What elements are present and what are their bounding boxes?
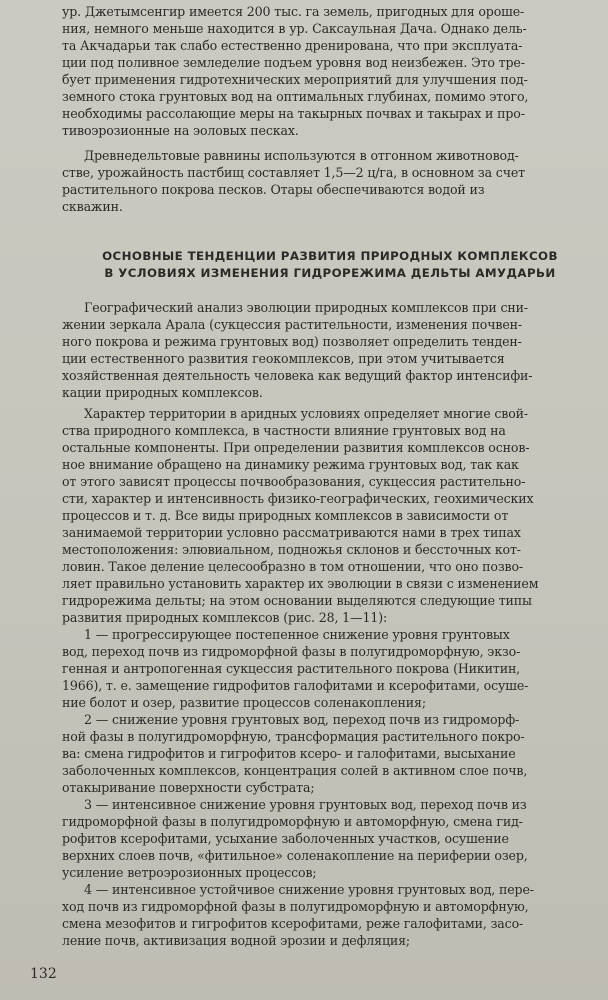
text-line: хозяйственная деятельность человека как ведущий фактор интенсифи- [62,368,533,383]
text-line: растительного покрова песков. Отары обеспечиваются водой из [62,182,485,197]
text-line: заболоченных комплексов, концентрация солей в активном слое почв, [62,763,528,778]
text-line: вод, переход почв из гидроморфной фазы в полугидроморфную, экзо- [62,644,521,659]
text-line: ной фазы в полугидроморфную, трансформация растительного покро- [62,729,525,744]
text-line: процессов и т. д. Все виды природных комплексов в зависимости от [62,508,509,523]
text-line: ции под поливное земледелие подъем уровня вод неизбежен. Это тре- [62,55,525,70]
text-line: гидрорежима дельты; на этом основании выделяются следующие типы [62,593,532,608]
text-line: гидроморфной фазы в полугидроморфную и автоморфную, смена гид- [62,814,523,829]
text-line: 3 — интенсивное снижение уровня грунтовых вод, переход почв из [84,797,527,812]
text-line: 2 — снижение уровня грунтовых вод, переход почв из гидроморф- [84,712,520,727]
section-heading: В УСЛОВИЯХ ИЗМЕНЕНИЯ ГИДРОРЕЖИМА ДЕЛЬТЫ АМУДАРЬИ [104,266,556,280]
text-line: сти, характер и интенсивность физико-географических, геохимических [62,491,534,506]
text-line: отакыривание поверхности субстрата; [62,780,315,795]
text-line: 1966), т. е. замещение гидрофитов галофитами и ксерофитами, осуше- [62,678,529,693]
text-line: остальные компоненты. При определении развития комплексов основ- [62,440,530,455]
text-line: рофитов ксерофитами, усыхание заболоченных участков, осушение [62,831,509,846]
text-line: ур. Джетымсенгир имеется 200 тыс. га земель, пригодных для ороше- [62,4,525,19]
text-line: жении зеркала Арала (сукцессия растительности, изменения почвен- [62,317,523,332]
page-number: 132 [30,966,57,982]
text-line: ловин. Такое деление целесообразно в том отношении, что оно позво- [62,559,524,574]
text-line: ства природного комплекса, в частности влияние грунтовых вод на [62,423,506,438]
text-line: ное внимание обращено на динамику режима грунтовых вод, так как [62,457,519,472]
text-line: ния, немного меньше находится в ур. Саксаульная Дача. Однако дель- [62,21,527,36]
text-line: ного покрова и режима грунтовых вод) позволяет определить тенден- [62,334,522,349]
text-line: усиление ветроэрозионных процессов; [62,865,317,880]
text-line: ва: смена гидрофитов и гигрофитов ксеро- и галофитами, высыхание [62,746,516,761]
text-line: кации природных комплексов. [62,385,263,400]
text-line: бует применения гидротехнических мероприятий для улучшения под- [62,72,528,87]
text-line: скважин. [62,199,123,214]
text-line: от этого зависят процессы почвообразования, сукцессия растительно- [62,474,526,489]
text-line: Древнедельтовые равнины используются в отгонном животновод- [84,148,519,163]
text-line: ление почв, активизация водной эрозии и дефляция; [62,933,411,948]
text-line: 4 — интенсивное устойчивое снижение уровня грунтовых вод, пере- [84,882,534,897]
text-line: ход почв из гидроморфной фазы в полугидроморфную и автоморфную, [62,899,529,914]
text-line: ции естественного развития геокомплексов, при этом учитывается [62,351,505,366]
text-line: Географический анализ эволюции природных комплексов при сни- [84,300,528,315]
text-line: развития природных комплексов (рис. 28, 1—11): [62,610,388,625]
text-line: 1 — прогрессирующее постепенное снижение уровня грунтовых [84,627,510,642]
text-line: ляет правильно установить характер их эволюции в связи с изменением [62,576,539,591]
text-line: необходимы рассолающие меры на такырных почвах и такырах и про- [62,106,525,121]
text-line: занимаемой территории условно рассматриваются нами в трех типах [62,525,521,540]
text-line: стве, урожайность пастбищ составляет 1,5—2 ц/га, в основном за счет [62,165,525,180]
text-line: местоположения: элювиальном, подножья склонов и бессточных кот- [62,542,521,557]
text-line: та Акчадарьи так слабо естественно дренирована, что при эксплуата- [62,38,523,53]
text-line: тивоэрозионные на эоловых песках. [62,123,299,138]
text-line: генная и антропогенная сукцессия растительного покрова (Никитин, [62,661,521,676]
text-line: смена мезофитов и гигрофитов ксерофитами, реже галофитами, засо- [62,916,524,931]
text-line: Характер территории в аридных условиях определяет многие свой- [84,406,529,421]
text-line: земного стока грунтовых вод на оптимальных глубинах, помимо этого, [62,89,529,104]
text-line: верхних слоев почв, «фитильное» соленакопление на периферии озер, [62,848,528,863]
section-heading: ОСНОВНЫЕ ТЕНДЕНЦИИ РАЗВИТИЯ ПРИРОДНЫХ КОМПЛЕКСОВ [102,249,558,263]
text-line: ние болот и озер, развитие процессов соленакопления; [62,695,426,710]
